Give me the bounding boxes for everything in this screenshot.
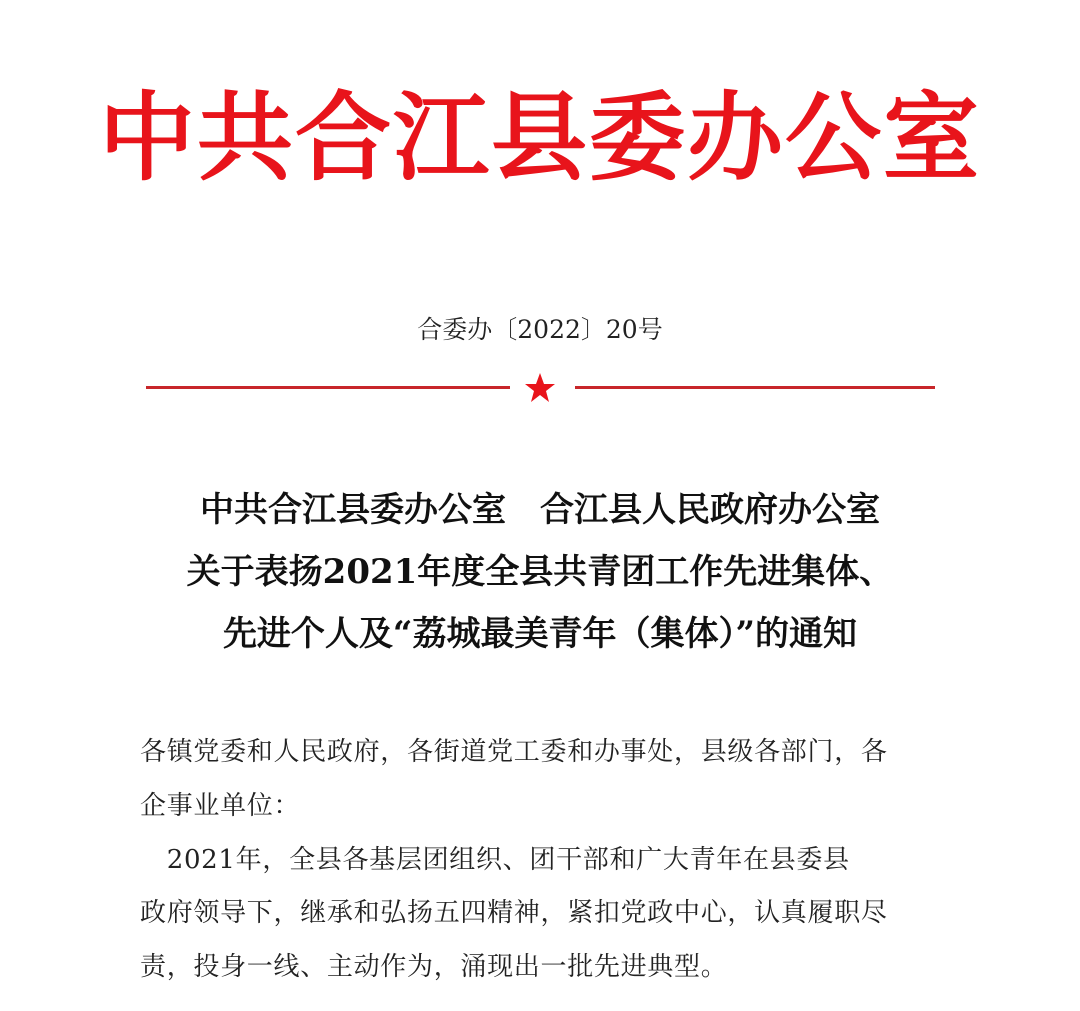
notice-title-line-3: 先进个人及“荔城最美青年（集体）”的通知 bbox=[222, 614, 858, 654]
body-line-2: 企事业单位： bbox=[140, 791, 301, 821]
red-rule-right bbox=[575, 386, 935, 389]
body-line-5: 责，投身一线、主动作为，涌现出一批先进典型。 bbox=[140, 952, 728, 982]
red-star-icon bbox=[524, 372, 556, 404]
body-line-1: 各镇党委和人民政府，各街道党工委和办事处，县级各部门，各 bbox=[140, 737, 888, 767]
masthead-title: 中共合江县委办公室 bbox=[99, 81, 981, 194]
document-number: 合委办〔2022〕20号 bbox=[417, 315, 663, 344]
body-line-4: 政府领导下，继承和弘扬五四精神，紧扣党政中心，认真履职尽 bbox=[140, 898, 888, 928]
notice-title-line-1: 中共合江县委办公室 合江县人民政府办公室 bbox=[200, 490, 880, 530]
red-rule-left bbox=[146, 386, 510, 389]
notice-title-line-2: 关于表扬2021年度全县共青团工作先进集体、 bbox=[186, 552, 894, 592]
body-line-3: 2021年，全县各基层团组织、团干部和广大青年在县委县 bbox=[140, 845, 850, 875]
